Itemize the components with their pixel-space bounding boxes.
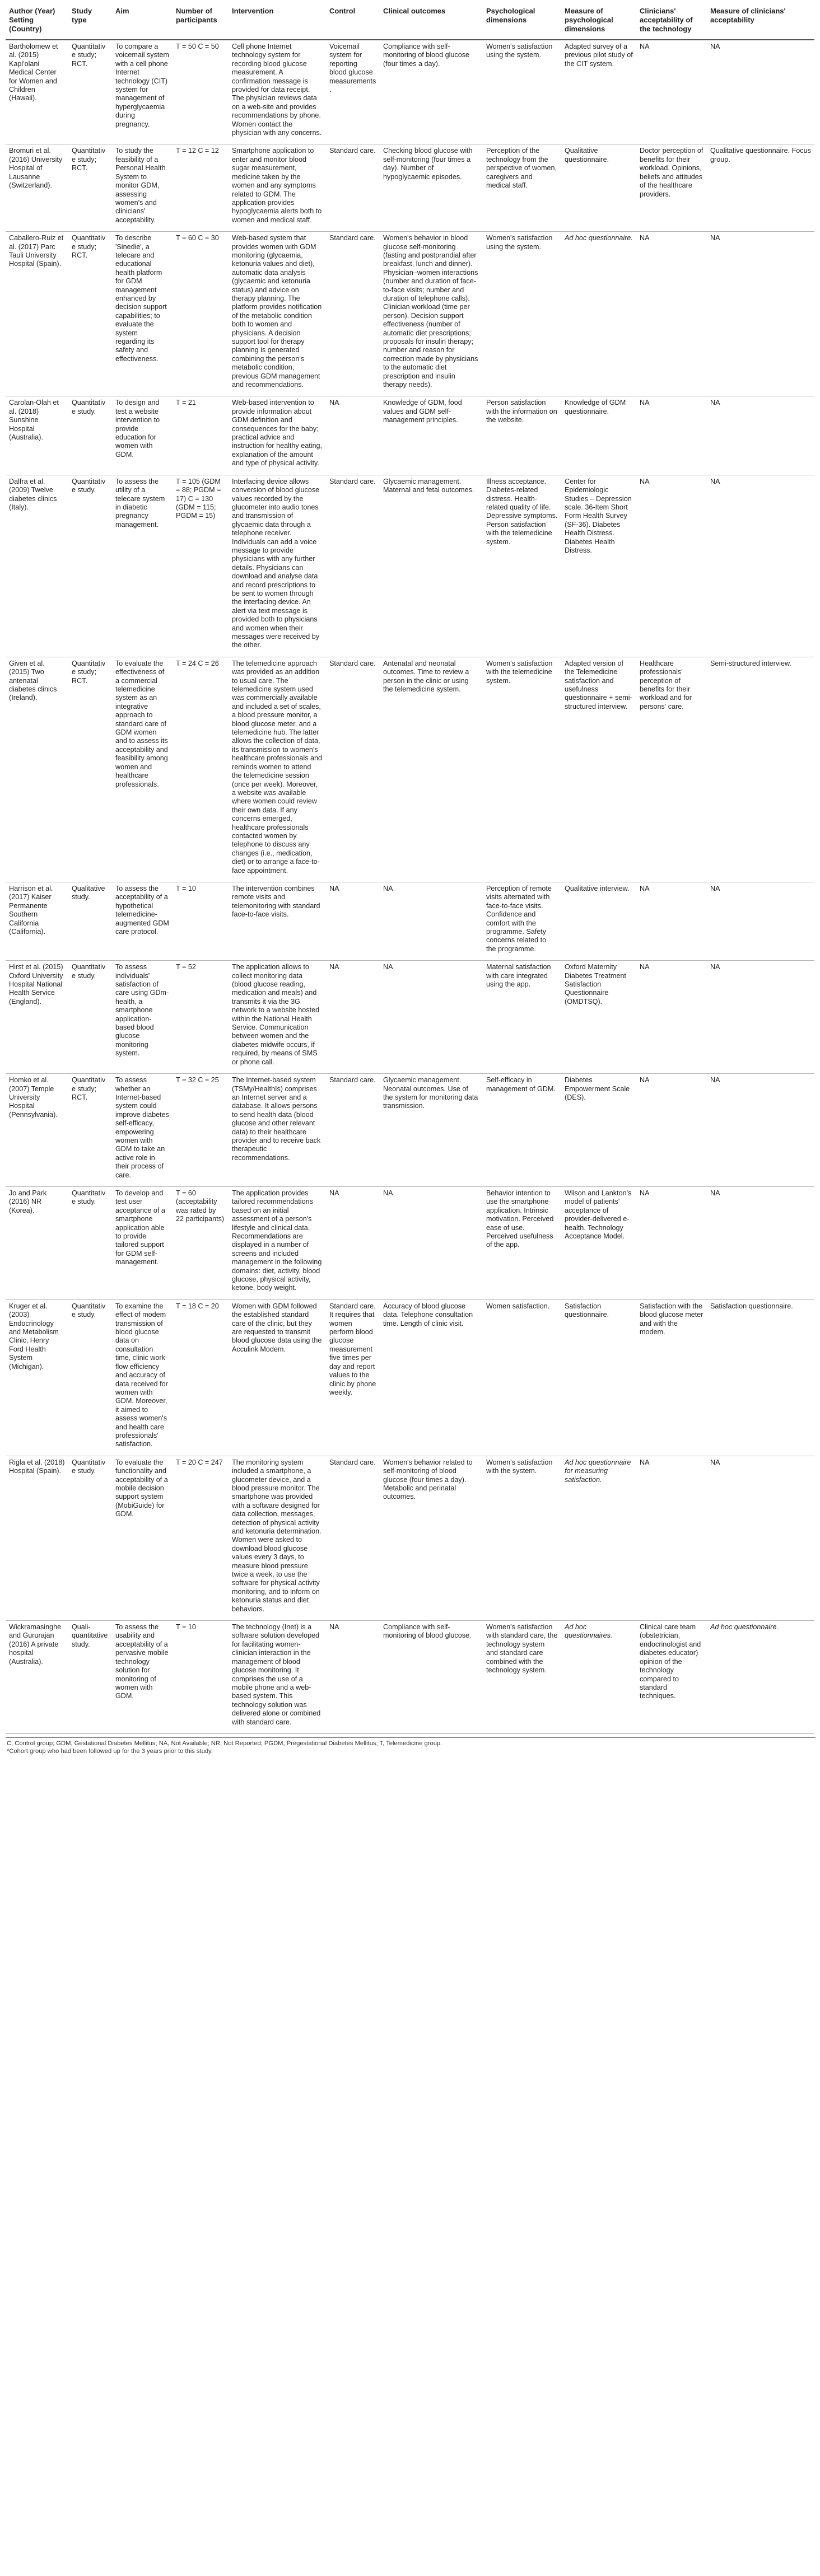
table-body [6, 40, 814, 1733]
cell-aim: To assess the utility of a telecare system in diabetic pregnancy management. [112, 475, 173, 657]
table-row [6, 40, 814, 144]
cell-study-type: Quantitative study; RCT. [68, 1074, 112, 1187]
cell-aim: To describe 'Sinedie', a telecare and educational health platform for GDM management enhanced by decision support capabilities; to evaluate the system regarding its safety and effectiveness. [112, 232, 173, 396]
cell-measure-psychological: Ad hoc questionnaire for measuring satisfaction. [561, 1456, 636, 1620]
table-row [6, 657, 814, 882]
cell-measure-clinicians-acceptability: Ad hoc questionnaire. [707, 1621, 814, 1734]
cell-control: NA [326, 961, 380, 1074]
cell-psychological-dimensions: Maternal satisfaction with care integrated using the app. [483, 961, 561, 1074]
cell-study-type: Quantitative study; RCT. [68, 657, 112, 882]
cell-clinical-outcomes: Knowledge of GDM, food values and GDM self-management principles. [380, 396, 483, 475]
cell-measure-psychological: Qualitative questionnaire. [561, 144, 636, 232]
cell-study-type: Quantitative study. [68, 1299, 112, 1456]
cell-participants: T = 18 C = 20 [173, 1299, 229, 1456]
cell-author: Bartholomew et al. (2015) Kapi'olani Medical Center for Women and Children (Hawaii). [6, 40, 68, 144]
cell-clinical-outcomes: Compliance with self-monitoring of blood glucose (four times a day). [380, 40, 483, 144]
cell-author: Dalfra et al. (2009) Twelve diabetes clinics (Italy). [6, 475, 68, 657]
cell-measure-psychological: Satisfaction questionnaire. [561, 1299, 636, 1456]
cell-psychological-dimensions: Self-efficacy in management of GDM. [483, 1074, 561, 1187]
cell-measure-clinicians-acceptability: NA [707, 1186, 814, 1299]
cell-psychological-dimensions: Perception of remote visits alternated with face-to-face visits. Confidence and comfort with the programme. Safety concerns related to the programme. [483, 882, 561, 960]
cell-psychological-dimensions: Women's satisfaction using the system. [483, 40, 561, 144]
cell-psychological-dimensions: Women satisfaction. [483, 1299, 561, 1456]
cell-intervention: The intervention combines remote visits and telemonitoring with standard face-to-face visits. [229, 882, 326, 960]
cell-participants: T = 50 C = 50 [173, 40, 229, 144]
cell-control: Standard care. [326, 475, 380, 657]
cell-study-type: Quantitative study. [68, 961, 112, 1074]
cell-author: Kruger et al. (2003) Endocrinology and Metabolism Clinic, Henry Ford Health System (Michigan). [6, 1299, 68, 1456]
cell-clinicians-acceptability: NA [636, 40, 707, 144]
table-row [6, 1299, 814, 1456]
cell-clinicians-acceptability: Healthcare professionals' perception of benefits for their workload and for persons' care. [636, 657, 707, 882]
cell-aim: To develop and test user acceptance of a smartphone application able to provide tailored support for GDM self-management. [112, 1186, 173, 1299]
cell-aim: To assess the usability and acceptability of a pervasive mobile technology solution for monitoring of women with GDM. [112, 1621, 173, 1734]
cell-participants: T = 52 [173, 961, 229, 1074]
cell-psychological-dimensions: Women's satisfaction using the system. [483, 232, 561, 396]
cell-measure-psychological: Qualitative interview. [561, 882, 636, 960]
cell-intervention: Cell phone Internet technology system for recording blood glucose measurement. A confirmation message is provided for data receipt. The physician reviews data on a web-site and provides recommendations by phone. Women contact the physician with any concerns. [229, 40, 326, 144]
cell-study-type: Quantitative study. [68, 1186, 112, 1299]
cell-clinicians-acceptability: NA [636, 961, 707, 1074]
header-measure-clinicians-acceptability: Measure of clinicians' acceptability [707, 2, 814, 40]
cell-clinical-outcomes: Glycaemic management. Neonatal outcomes. Use of the system for monitoring data transmission. [380, 1074, 483, 1187]
cell-aim: To compare a voicemail system with a cell phone Internet technology (CIT) system for management of hyperglycaemia during pregnancy. [112, 40, 173, 144]
cell-psychological-dimensions: Women's satisfaction with the telemedicine system. [483, 657, 561, 882]
cell-measure-clinicians-acceptability: NA [707, 1456, 814, 1620]
cell-clinical-outcomes: Accuracy of blood glucose data. Telephone consultation time. Length of clinic visit. [380, 1299, 483, 1456]
cell-clinical-outcomes: Women's behavior related to self-monitoring of blood glucose (four times a day). Metabolic and perinatal outcomes. [380, 1456, 483, 1620]
table-row [6, 232, 814, 396]
table-row [6, 1074, 814, 1187]
cell-clinical-outcomes: Checking blood glucose with self-monitoring (four times a day). Number of hypoglycaemic episodes. [380, 144, 483, 232]
cell-measure-psychological: Center for Epidemiologic Studies – Depression scale. 36-Item Short Form Health Survey (SF-36). Diabetes Health Distress. Diabetes Health Distress. [561, 475, 636, 657]
cell-participants: T = 24 C = 26 [173, 657, 229, 882]
cell-measure-psychological: Ad hoc questionnaire. [561, 232, 636, 396]
cell-intervention: Web-based system that provides women with GDM monitoring (glycaemia, ketonuria values and diet), automatic data analysis (glycaemic and ketonuria status) and advice on therapy planning. The platform provides notification of the metabolic condition both to women and physicians. A decision support tool for therapy planning is generated combining the person's metabolic condition, previous GDM management and recommendations. [229, 232, 326, 396]
cell-intervention: The technology (Inet) is a software solution developed for facilitating women-clinician interaction in the management of blood glucose monitoring. It comprises the use of a mobile phone and a web-based system. This technology solution was delivered alone or combined with standard care. [229, 1621, 326, 1734]
table-row [6, 1621, 814, 1734]
table-row [6, 475, 814, 657]
cell-study-type: Quantitative study. [68, 1456, 112, 1620]
header-psychological-dimensions: Psychological dimensions [483, 2, 561, 40]
cell-psychological-dimensions: Person satisfaction with the information on the website. [483, 396, 561, 475]
cohort-note: *Cohort group who had been followed up for the 3 years prior to this study. [7, 1747, 213, 1755]
cell-study-type: Quantitative study; RCT. [68, 232, 112, 396]
cell-study-type: Qualitative study. [68, 882, 112, 960]
cell-author: Hirst et al. (2015) Oxford University Hospital National Health Service (England). [6, 961, 68, 1074]
cell-psychological-dimensions: Perception of the technology from the perspective of women, caregivers and medical staff. [483, 144, 561, 232]
cell-control: NA [326, 1186, 380, 1299]
studies-table [6, 2, 814, 1734]
cell-intervention: The monitoring system included a smartphone, a glucometer device, and a blood pressure monitor. The smartphone was provided with a software designed for data collection, messages, detection of physical activity and ketonuria determination. Women were asked to download blood glucose values every 3 days, to measure blood pressure twice a week, to use the software for physical activity monitoring, and to inform on ketonuria status and diet behaviors. [229, 1456, 326, 1620]
cell-measure-clinicians-acceptability: NA [707, 232, 814, 396]
cell-measure-clinicians-acceptability: NA [707, 882, 814, 960]
cell-author: Homko et al. (2007) Temple University Hospital (Pennsylvania). [6, 1074, 68, 1187]
cell-intervention: The telemedicine approach was provided as an addition to usual care. The telemedicine system used was commercially available and included a set of scales, a blood pressure monitor, a blood glucose meter, and a telemedicine hub. The latter allows the collection of data, its transmission to women's healthcare professionals and reminds women to attend the telemedicine session (once per week). Moreover, a website was available where women could review their own data. If any concerns emerged, healthcare professionals contacted women by telephone to discuss any changes (i.e., medication, diet) or to arrange a face-to-face appointment. [229, 657, 326, 882]
cell-measure-psychological: Adapted survey of a previous pilot study of the CIT system. [561, 40, 636, 144]
cell-control: Standard care. [326, 1456, 380, 1620]
cell-measure-psychological: Ad hoc questionnaires. [561, 1621, 636, 1734]
table-row [6, 1456, 814, 1620]
cell-control: Standard care. [326, 1074, 380, 1187]
cell-clinicians-acceptability: NA [636, 882, 707, 960]
cell-author: Bromuri et al. (2016) University Hospital of Lausanne (Switzerland). [6, 144, 68, 232]
cell-study-type: Quantitative study. [68, 396, 112, 475]
table-row [6, 882, 814, 960]
cell-aim: To assess individuals' satisfaction of care using GDm-health, a smartphone application-based blood glucose monitoring system. [112, 961, 173, 1074]
cell-intervention: The application allows to collect monitoring data (blood glucose reading, medication and meals) and transmits it via the 3G network to a website hosted within the National Health Service. Communication between women and the diabetes midwife occurs, if required, by means of SMS or phone call. [229, 961, 326, 1074]
cell-author: Caballero-Ruiz et al. (2017) Parc Tauli University Hospital (Spain). [6, 232, 68, 396]
cell-clinical-outcomes: Antenatal and neonatal outcomes. Time to review a person in the clinic or using the telemedicine system. [380, 657, 483, 882]
header-participants: Number of participants [173, 2, 229, 40]
cell-measure-clinicians-acceptability: NA [707, 40, 814, 144]
cell-measure-clinicians-acceptability: Satisfaction questionnaire. [707, 1299, 814, 1456]
header-clinicians-acceptability: Clinicians' acceptability of the technology [636, 2, 707, 40]
cell-clinical-outcomes: Compliance with self-monitoring of blood glucose. [380, 1621, 483, 1734]
cell-intervention: Women with GDM followed the established standard care of the clinic, but they are requested to transmit blood glucose data using the Acculink Modem. [229, 1299, 326, 1456]
cell-control: NA [326, 1621, 380, 1734]
cell-psychological-dimensions: Women's satisfaction with the system. [483, 1456, 561, 1620]
cell-clinical-outcomes: Women's behavior in blood glucose self-monitoring (fasting and postprandial after breakfast, lunch and dinner). Physician–women interactions (number and duration of face-to-face visits; number and duration of telephone calls). Clinician workload (time per person). Decision support effectiveness (number of automatic diet prescriptions; proposals for insulin therapy; number and reason for correction made by physicians to the automatic diet prescription and insulin therapy needs). [380, 232, 483, 396]
cell-clinical-outcomes: NA [380, 961, 483, 1074]
cell-participants: T = 10 [173, 1621, 229, 1734]
cell-study-type: Quantitative study. [68, 475, 112, 657]
cell-psychological-dimensions: Behavior intention to use the smartphone application. Intrinsic motivation. Perceived ease of use. Perceived usefulness of the app. [483, 1186, 561, 1299]
header-aim: Aim [112, 2, 173, 40]
cell-measure-clinicians-acceptability: Qualitative questionnaire. Focus group. [707, 144, 814, 232]
cell-control: Standard care. [326, 657, 380, 882]
cell-control: Voicemail system for reporting blood glucose measurements. [326, 40, 380, 144]
cell-clinicians-acceptability: Satisfaction with the blood glucose meter and with the modem. [636, 1299, 707, 1456]
cell-participants: T = 60 C = 30 [173, 232, 229, 396]
header-measure-psychological: Measure of psychological dimensions [561, 2, 636, 40]
cell-clinicians-acceptability: NA [636, 1186, 707, 1299]
table-row [6, 144, 814, 232]
header-study-type: Study type [68, 2, 112, 40]
cell-intervention: Interfacing device allows conversion of blood glucose values recorded by the glucometer into audio tones and transmission of glycaemic data through a telephone receiver. Individuals can add a voice message to provide physicians with any further details. Physicians can download and analyse data and record prescriptions to be sent to women through the interfacing device. An alert via text message is provided both to physicians and women when their messages were received by the other. [229, 475, 326, 657]
cell-measure-clinicians-acceptability: NA [707, 961, 814, 1074]
cell-clinical-outcomes: Glycaemic management. Maternal and fetal outcomes. [380, 475, 483, 657]
cell-clinicians-acceptability: NA [636, 1074, 707, 1187]
cell-participants: T = 32 C = 25 [173, 1074, 229, 1187]
cell-participants: T = 21 [173, 396, 229, 475]
cell-measure-psychological: Oxford Maternity Diabetes Treatment Satisfaction Questionnaire (OMDTSQ). [561, 961, 636, 1074]
cell-measure-clinicians-acceptability: Semi-structured interview. [707, 657, 814, 882]
cell-aim: To design and test a website intervention to provide education for women with GDM. [112, 396, 173, 475]
cell-control: Standard care. It requires that women perform blood glucose measurement five times per day and report values to the clinic by phone weekly. [326, 1299, 380, 1456]
cell-intervention: The Internet-based system (TSMy/HealthIs) comprises an Internet server and a database. It allows persons to send health data (blood glucose and other relevant data) to their healthcare provider and to receive back therapeutic recommendations. [229, 1074, 326, 1187]
cell-author: Wickramasinghe and Gururajan (2016) A private hospital (Australia). [6, 1621, 68, 1734]
cell-measure-clinicians-acceptability: NA [707, 1074, 814, 1187]
cell-intervention: Smartphone application to enter and monitor blood sugar measurement, medicine taken by the women and any symptoms related to GDM. The application provides hypoglycaemia alerts both to women and medical staff. [229, 144, 326, 232]
header-intervention: Intervention [229, 2, 326, 40]
header-author: Author (Year) Setting (Country) [6, 2, 68, 40]
cell-psychological-dimensions: Illness acceptance. Diabetes-related distress. Health-related quality of life. Depressive symptoms. Person satisfaction with the telemedicine system. [483, 475, 561, 657]
cell-intervention: Web-based intervention to provide information about GDM definition and consequences for the baby; practical advice and instruction for healthy eating, explanation of the amount and type of physical activity. [229, 396, 326, 475]
cell-measure-psychological: Adapted version of the Telemedicine satisfaction and usefulness questionnaire + semi-structured interview. [561, 657, 636, 882]
header-row [6, 2, 814, 40]
cell-aim: To assess whether an Internet-based system could improve diabetes self-efficacy, empowering women with GDM to take an active role in their process of care. [112, 1074, 173, 1187]
cell-clinicians-acceptability: NA [636, 232, 707, 396]
cell-study-type: Quantitative study; RCT. [68, 40, 112, 144]
cell-participants: T = 60 (acceptability was rated by 22 participants) [173, 1186, 229, 1299]
table-footnotes [6, 1737, 816, 1755]
cell-measure-psychological: Wilson and Lankton's model of patients' acceptance of provider-delivered e-health. Technology Acceptance Model. [561, 1186, 636, 1299]
cell-aim: To evaluate the functionality and acceptability of a mobile decision support system (MobiGuide) for GDM. [112, 1456, 173, 1620]
cell-clinicians-acceptability: NA [636, 1456, 707, 1620]
cell-clinicians-acceptability: NA [636, 396, 707, 475]
cell-participants: T = 20 C = 247 [173, 1456, 229, 1620]
table-row [6, 1186, 814, 1299]
cell-author: Carolan-Olah et al. (2018) Sunshine Hospital (Australia). [6, 396, 68, 475]
cell-control: Standard care. [326, 144, 380, 232]
cell-control: NA [326, 882, 380, 960]
cell-intervention: The application provides tailored recommendations based on an initial assessment of a person's lifestyle and clinical data. Recommendations are displayed in a number of screens and included management in the following domains: diet, activity, blood glucose, physical activity, ketone, body weight. [229, 1186, 326, 1299]
cell-clinical-outcomes: NA [380, 1186, 483, 1299]
cell-study-type: Quantitative study; RCT. [68, 144, 112, 232]
cell-clinicians-acceptability: NA [636, 475, 707, 657]
cell-aim: To study the feasibility of a Personal Health System to monitor GDM, assessing women's and clinicians' acceptability. [112, 144, 173, 232]
cell-aim: To assess the acceptability of a hypothetical telemedicine-augmented GDM care protocol. [112, 882, 173, 960]
header-control: Control [326, 2, 380, 40]
cell-measure-clinicians-acceptability: NA [707, 475, 814, 657]
cell-author: Harrison et al. (2017) Kaiser Permanente Southern California (California). [6, 882, 68, 960]
cell-participants: T = 105 (GDM = 88; PGDM = 17) C = 130 (GDM = 115; PGDM = 15) [173, 475, 229, 657]
table-row [6, 961, 814, 1074]
cell-participants: T = 10 [173, 882, 229, 960]
cell-study-type: Quali-quantitative study. [68, 1621, 112, 1734]
cell-author: Jo and Park (2016) NR (Korea). [6, 1186, 68, 1299]
table-row [6, 396, 814, 475]
cell-psychological-dimensions: Women's satisfaction with standard care, the technology system and standard care combined with the technology system. [483, 1621, 561, 1734]
cell-author: Rigla et al. (2018) Hospital (Spain). [6, 1456, 68, 1620]
cell-measure-clinicians-acceptability: NA [707, 396, 814, 475]
header-clinical-outcomes: Clinical outcomes [380, 2, 483, 40]
cell-clinicians-acceptability: Doctor perception of benefits for their workload. Opinions, beliefs and attitudes of the healthcare providers. [636, 144, 707, 232]
cell-aim: To examine the effect of modem transmission of blood glucose data on consultation time, clinic work-flow efficiency and accuracy of data received for women with GDM. Moreover, it aimed to assess women's and health care professionals' satisfaction. [112, 1299, 173, 1456]
cell-aim: To evaluate the effectiveness of a commercial telemedicine system as an integrative approach to standard care of GDM women and to assess its acceptability and feasibility among women and healthcare professionals. [112, 657, 173, 882]
abbreviations-note: C, Control group; GDM, Gestational Diabetes Mellitus; NA, Not Available; NR, Not Reported; PGDM, Pregestational Diabetes Mellitus; T, Telemedicine group. [7, 1740, 442, 1747]
cell-measure-psychological: Diabetes Empowerment Scale (DES). [561, 1074, 636, 1187]
cell-measure-psychological: Knowledge of GDM questionnaire. [561, 396, 636, 475]
cell-control: NA [326, 396, 380, 475]
cell-control: Standard care. [326, 232, 380, 396]
cell-clinical-outcomes: NA [380, 882, 483, 960]
cell-author: Given et al. (2015) Two antenatal diabetes clinics (Ireland). [6, 657, 68, 882]
cell-clinicians-acceptability: Clinical care team (obstetrician, endocrinologist and diabetes educator) opinion of the technology compared to standard techniques. [636, 1621, 707, 1734]
cell-participants: T = 12 C = 12 [173, 144, 229, 232]
